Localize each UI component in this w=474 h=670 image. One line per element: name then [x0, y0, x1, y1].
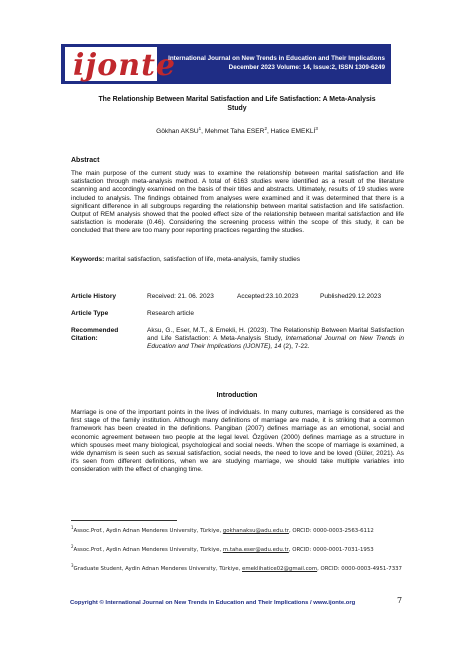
- footnote-text: Graduate Student, Aydin Adnan Menderes University, Türkiye,: [73, 565, 243, 572]
- footnote-text: Assoc.Prof., Aydin Adnan Menderes University, Türkiye,: [73, 546, 223, 553]
- journal-banner: [61, 44, 391, 84]
- footnote-divider: [71, 520, 177, 521]
- author-2: Mehmet Taha ESER: [204, 128, 265, 136]
- page-number: 7: [397, 596, 403, 605]
- author-3-affil: 3: [315, 126, 318, 131]
- citation-label-line-2: Citation:: [71, 335, 98, 343]
- received-date: Received: 21. 06. 2023: [147, 293, 214, 300]
- keywords-list: marital satisfaction, satisfaction of life, meta-analysis, family studies: [104, 256, 301, 263]
- introduction-body: Marriage is one of the important points in the lives of individuals. In many cultures, marriage is considered as the first stage of the family institution. Although many definitions of marriage are made, it is striking that a common framework has been created in the definitions. Pangiban (2007) defines marriage as an emotional, social and economic agreement between two people at the legal level. Özgüven (2000) defines marriage as a structure in which spouses meet many biological, psychological and social needs. When the scope of marriage is examined, a wide dynamism is seen such as sexual satisfaction, social needs, the need to love and be loved (Güler, 2021). As it's seen from different definitions, when we are studying marriage, we should take multiple variables into consideration with the effect of changing time.: [71, 409, 404, 474]
- author-2-affil: 2: [264, 126, 267, 131]
- keywords-label: Keywords:: [71, 256, 105, 263]
- footnote-email-link[interactable]: m.taha.eser@adu.edu.tr: [222, 546, 289, 553]
- citation-label: [71, 327, 118, 343]
- logo-text: ijonte: [73, 48, 177, 83]
- author-list: [70, 126, 404, 135]
- footnote-text: Assoc.Prof., Aydin Adnan Menderes University, Türkiye,: [73, 527, 223, 534]
- footnote-marker: 3: [71, 563, 74, 568]
- abstract-body: The main purpose of the current study was to examine the relationship between marital satisfaction and life satisfaction through meta-analysis method. A total of 6163 studies were identified as a result of the literature scanning and accordingly examined on the basis of their titles and abstracts. Ultimately, results of 19 studies were included to analysis. The findings obtained from analyses were examined and it was determined that there is a significant difference in all subgroups regarding the relationship between marital satisfaction and life satisfaction. Output of REM analysis showed that the pooled effect size of the relationship between marital satisfaction and life satisfaction is moderate (0.46). Considering the screening process within the scope of this study, it can be concluded that there are too many poor reporting practices regarding the studies.: [71, 170, 404, 235]
- footnote-1: [71, 524, 404, 535]
- article-type-value: Research article: [147, 310, 194, 317]
- author-1: Gökhan AKSU: [156, 128, 199, 136]
- footnote-email-link[interactable]: gokhanaksu@adu.edu.tr: [222, 527, 289, 534]
- title-line-1: The Relationship Between Marital Satisfaction and Life Satisfaction: A Meta-Analysis: [98, 96, 376, 103]
- abstract-heading: Abstract: [71, 157, 100, 164]
- citation-label-line-1: Recommended: [71, 327, 119, 334]
- footnote-orcid: , ORCID: 0000-0003-4951-7337: [317, 565, 402, 572]
- footnote-2: [71, 543, 404, 554]
- article-history-label: Article History: [71, 293, 117, 300]
- citation-text: Aksu, G., Eser, M.T., & Emekli, H. (2023). The Relationship Between Marital Satisfaction and Life Satisfaction: A Meta-Analysis Study,: [147, 327, 404, 343]
- author-separator: ,: [266, 128, 271, 136]
- journal-name: International Journal on New Trends in Education and Their Implications: [168, 55, 385, 62]
- author-separator: ,: [201, 128, 205, 136]
- footnote-marker: 1: [71, 525, 74, 530]
- article-type-label: Article Type: [71, 310, 109, 317]
- citation-journal: International Journal on New Trends in Education and Their Implications (IJONTE), 14: [147, 335, 404, 351]
- introduction-heading: Introduction: [216, 392, 258, 399]
- paper-title: [70, 96, 404, 113]
- footnote-marker: 2: [71, 544, 74, 549]
- footnote-3: [71, 562, 404, 573]
- published-date: Published29.12.2023: [320, 293, 382, 300]
- title-line-2: Study: [227, 104, 247, 112]
- citation-tail: (2), 7-22.: [281, 343, 310, 351]
- journal-logo: [65, 47, 177, 83]
- footnote-email-link[interactable]: emeklihatice02@gmail.com: [242, 565, 318, 572]
- author-3: Hatice EMEKLİ: [270, 128, 316, 136]
- author-1-affil: 1: [198, 126, 202, 131]
- recommended-citation: [147, 327, 404, 352]
- accepted-date: Accepted:23.10.2023: [237, 293, 299, 300]
- footnote-orcid: , ORCID: 0000-0003-2563-6112: [288, 527, 374, 534]
- issue-info: December 2023 Volume: 14, Issue:2, ISSN 1309-6249: [228, 64, 385, 71]
- copyright-footer: Copyright © International Journal on New Trends in Education and Their Implications / www.ijonte.org: [70, 600, 356, 606]
- keywords: [71, 256, 404, 263]
- footnote-orcid: , ORCID: 0000-0001-7031-1953: [288, 546, 374, 553]
